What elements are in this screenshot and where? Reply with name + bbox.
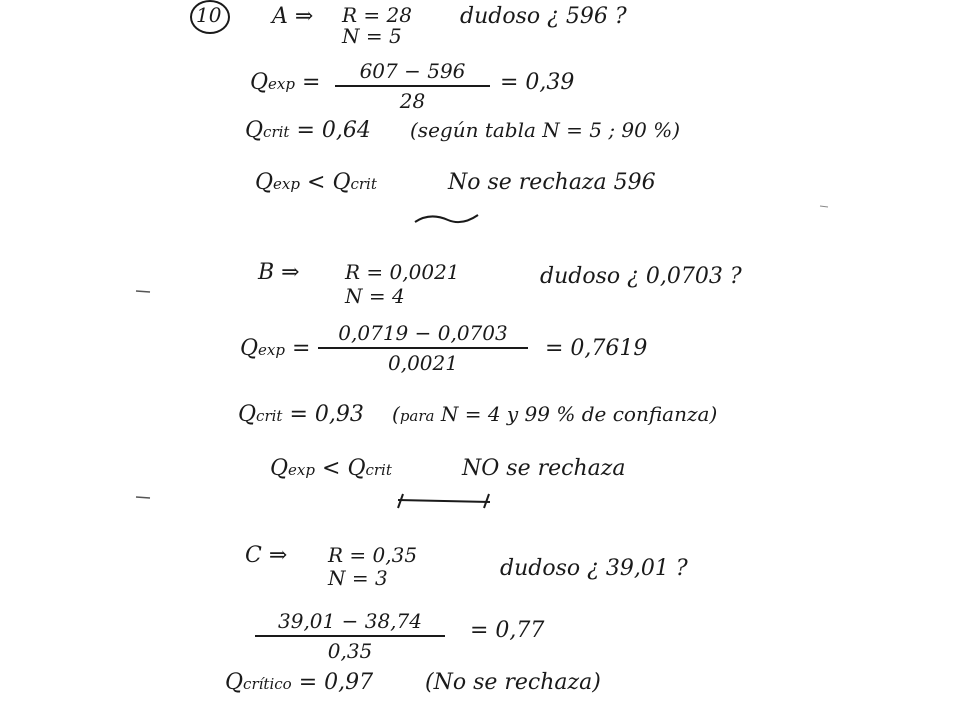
part-b-qexp-denominator: 0,0021 <box>388 351 458 375</box>
problem-number: 10 <box>196 3 222 27</box>
part-c-q-result: = 0,77 <box>470 618 545 643</box>
scan-mark <box>820 206 828 207</box>
part-b-qexp-label: Qexp = <box>240 336 311 361</box>
part-c-q-denominator: 0,35 <box>327 639 373 663</box>
part-b-comparison: Qexp < Qcrit <box>270 456 392 481</box>
separator-line <box>398 500 490 502</box>
part-a-qexp-label: Qexp = <box>250 70 321 95</box>
part-a-doubtful-value: dudoso ¿ 596 ? <box>460 4 627 29</box>
scan-mark <box>136 497 150 498</box>
part-b-qcrit-note: (para N = 4 y 99 % de confianza) <box>392 402 718 426</box>
part-b-doubtful-value: dudoso ¿ 0,0703 ? <box>540 264 742 289</box>
part-b-n: N = 4 <box>345 284 405 308</box>
part-a-comparison: Qexp < Qcrit <box>255 170 377 195</box>
part-c-doubtful-value: dudoso ¿ 39,01 ? <box>500 556 688 581</box>
part-c-qcrit-note: (No se rechaza) <box>425 670 601 695</box>
separator-squiggle <box>415 215 478 222</box>
part-b-label: B ⇒ <box>258 260 300 285</box>
part-a-qexp-denominator: 28 <box>399 89 426 113</box>
part-c-n: N = 3 <box>328 566 388 590</box>
part-a-qexp-numerator: 607 − 596 <box>359 59 466 83</box>
scan-mark <box>136 291 150 292</box>
part-b-qcrit: Qcrit = 0,93 <box>238 402 364 427</box>
part-a-qexp-result: = 0,39 <box>500 70 575 95</box>
part-b-qexp-numerator: 0,0719 − 0,0703 <box>338 321 508 345</box>
part-a-conclusion: No se rechaza 596 <box>448 170 656 195</box>
part-c-q-numerator: 39,01 − 38,74 <box>278 609 422 633</box>
part-a-n: N = 5 <box>342 24 402 48</box>
part-b-conclusion: NO se rechaza <box>462 456 626 481</box>
part-b-range: R = 0,0021 <box>345 260 460 284</box>
part-a-qcrit: Qcrit = 0,64 <box>245 118 371 143</box>
part-a-qcrit-note: (según tabla N = 5 ; 90 %) <box>410 118 681 142</box>
part-a-range: R = 28 <box>342 3 412 27</box>
part-c-range: R = 0,35 <box>328 543 418 567</box>
part-b-qexp-result: = 0,7619 <box>545 336 648 361</box>
part-a-label: A ⇒ <box>272 4 314 29</box>
part-c-qcrit: Qcrítico = 0,97 <box>225 670 374 695</box>
part-c-label: C ⇒ <box>245 543 288 568</box>
